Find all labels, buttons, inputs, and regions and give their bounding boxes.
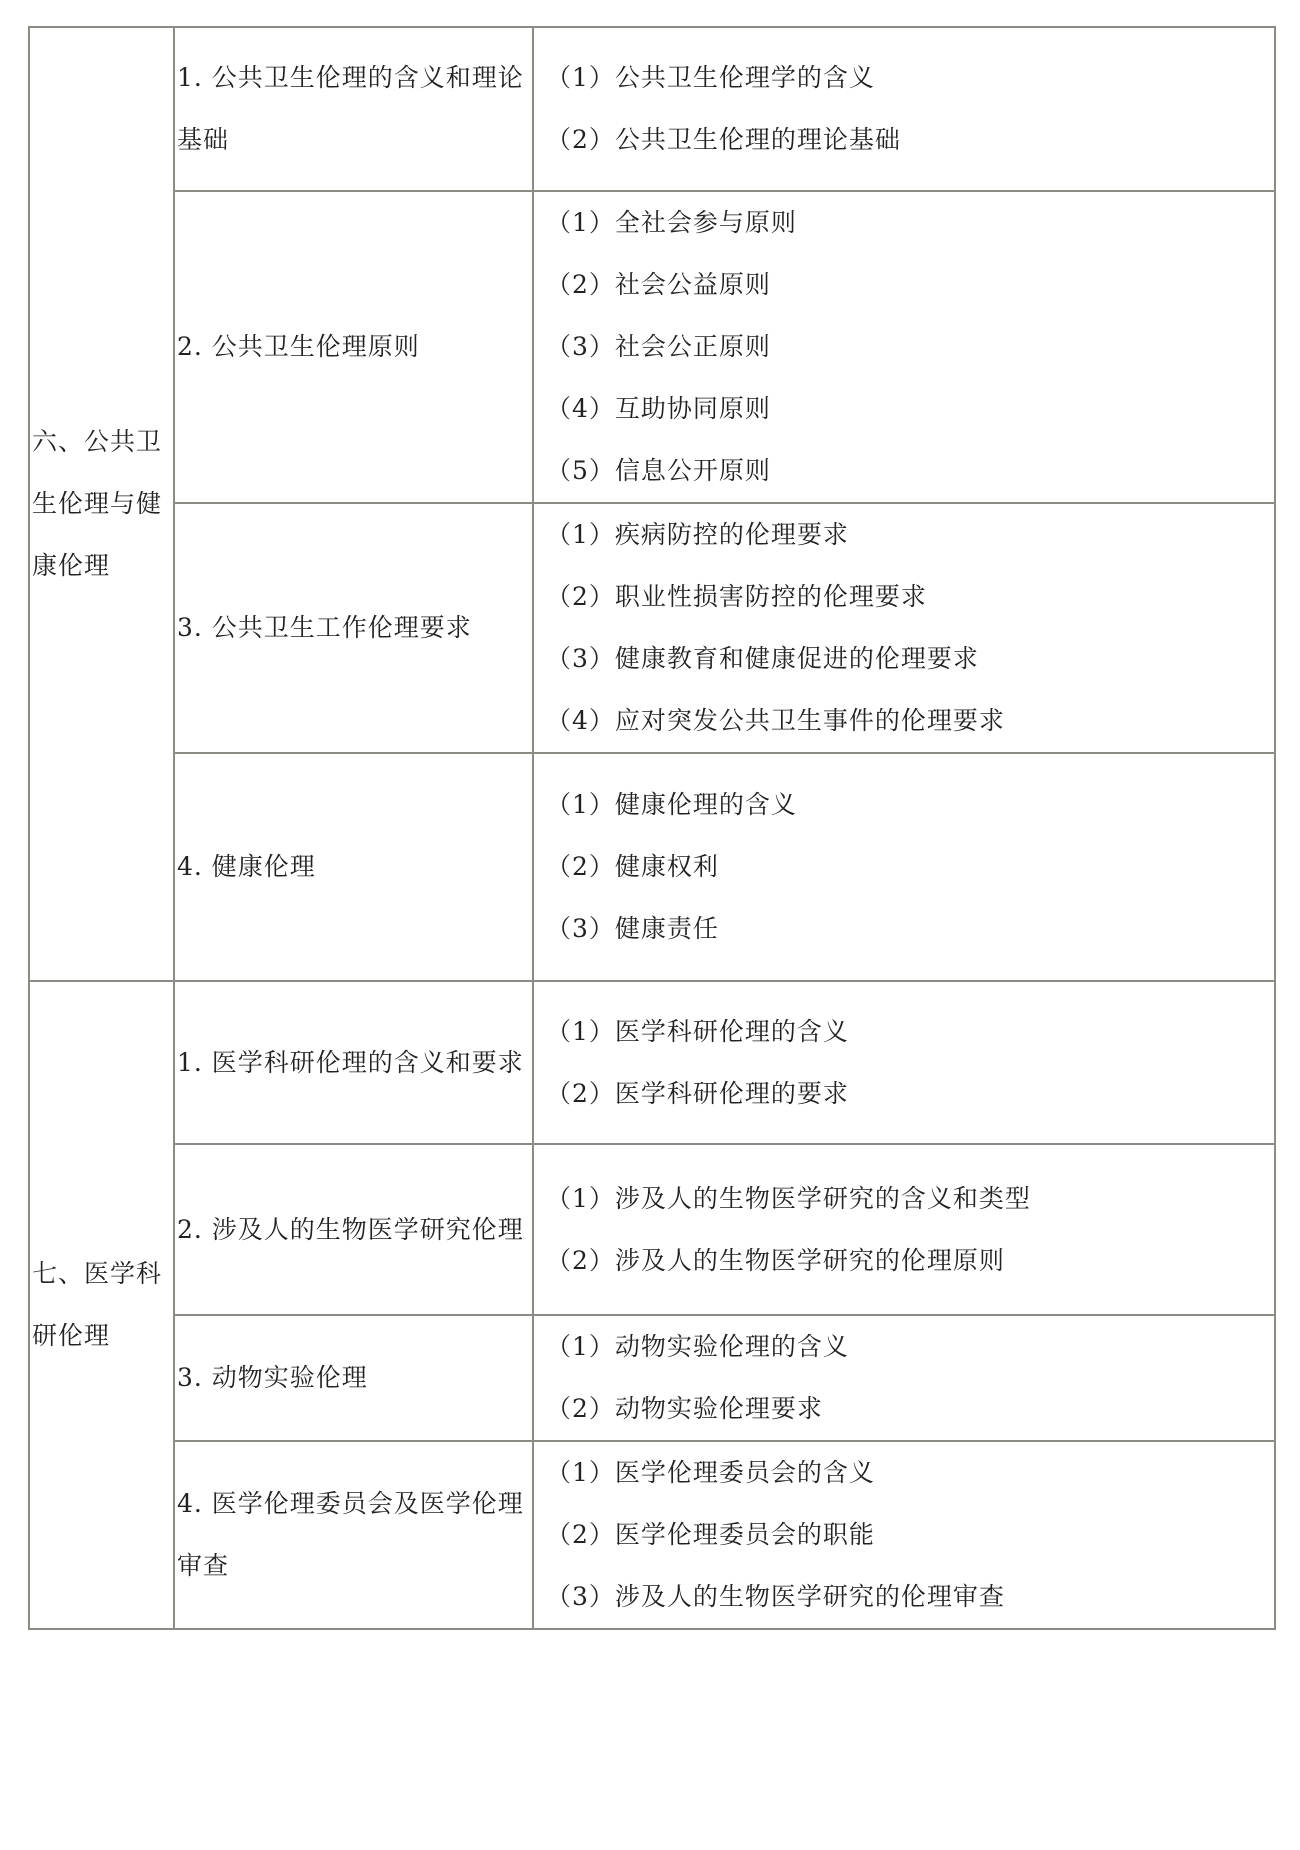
section-title: 六、公共卫生伦理与健康伦理 xyxy=(32,427,163,580)
topic-label: 3. 动物实验伦理 xyxy=(177,1363,368,1392)
list-item: （2）健康权利 xyxy=(546,852,719,881)
list-item: （3）健康责任 xyxy=(546,914,719,943)
list-item: （2）涉及人的生物医学研究的伦理原则 xyxy=(546,1245,1005,1275)
list-item: （2）动物实验伦理要求 xyxy=(546,1394,823,1423)
topic-label: 2. 公共卫生伦理原则 xyxy=(177,332,420,361)
items-cell xyxy=(533,981,1275,1144)
topic-cell xyxy=(174,1144,533,1315)
list-item: （4）应对突发公共卫生事件的伦理要求 xyxy=(546,706,1005,735)
topic-cell xyxy=(174,503,533,753)
topic-cell xyxy=(174,1441,533,1629)
list-item: （3）涉及人的生物医学研究的伦理审查 xyxy=(546,1582,1005,1611)
list-item: （3）健康教育和健康促进的伦理要求 xyxy=(546,644,979,673)
items-cell xyxy=(533,503,1275,753)
items-cell xyxy=(533,1144,1275,1315)
topic-label: 3. 公共卫生工作伦理要求 xyxy=(177,613,472,642)
list-item: （4）互助协同原则 xyxy=(546,394,771,423)
list-item: （1）医学科研伦理的含义 xyxy=(546,1016,849,1046)
table-row xyxy=(29,1315,1275,1441)
table-row xyxy=(29,981,1275,1144)
topic-label: 4. 健康伦理 xyxy=(177,852,316,881)
list-item: （1）医学伦理委员会的含义 xyxy=(546,1458,875,1487)
list-item: （1）公共卫生伦理学的含义 xyxy=(546,63,875,92)
items-cell xyxy=(533,191,1275,503)
list-item: （1）疾病防控的伦理要求 xyxy=(546,520,849,549)
list-item: （1）全社会参与原则 xyxy=(546,208,797,237)
syllabus-table xyxy=(28,26,1276,1630)
list-item: （2）社会公益原则 xyxy=(546,270,771,299)
list-item: （3）社会公正原则 xyxy=(546,332,771,361)
table-row xyxy=(29,503,1275,753)
list-item: （1）涉及人的生物医学研究的含义和类型 xyxy=(546,1183,1031,1213)
section-title: 七、医学科研伦理 xyxy=(32,1259,163,1350)
list-item: （5）信息公开原则 xyxy=(546,456,771,485)
table-row xyxy=(29,753,1275,981)
topic-label: 2. 涉及人的生物医学研究伦理 xyxy=(177,1214,524,1244)
list-item: （2）公共卫生伦理的理论基础 xyxy=(546,125,901,154)
items-cell xyxy=(533,1315,1275,1441)
topic-cell xyxy=(174,981,533,1144)
table-row xyxy=(29,1144,1275,1315)
section-title-cell xyxy=(29,27,174,981)
list-item: （2）医学科研伦理的要求 xyxy=(546,1078,849,1108)
topic-label: 1. 公共卫生伦理的含义和理论基础 xyxy=(177,63,524,154)
topic-label: 4. 医学伦理委员会及医学伦理审查 xyxy=(177,1489,524,1580)
table-row xyxy=(29,191,1275,503)
topic-cell xyxy=(174,753,533,981)
list-item: （2）职业性损害防控的伦理要求 xyxy=(546,582,927,611)
section-title-cell xyxy=(29,981,174,1629)
list-item: （1）健康伦理的含义 xyxy=(546,790,797,819)
topic-cell xyxy=(174,1315,533,1441)
topic-label: 1. 医学科研伦理的含义和要求 xyxy=(177,1047,524,1077)
list-item: （1）动物实验伦理的含义 xyxy=(546,1332,849,1361)
topic-cell xyxy=(174,191,533,503)
items-cell xyxy=(533,1441,1275,1629)
items-cell xyxy=(533,27,1275,191)
topic-cell xyxy=(174,27,533,191)
table-row xyxy=(29,27,1275,191)
list-item: （2）医学伦理委员会的职能 xyxy=(546,1520,875,1549)
items-cell xyxy=(533,753,1275,981)
table-row xyxy=(29,1441,1275,1629)
